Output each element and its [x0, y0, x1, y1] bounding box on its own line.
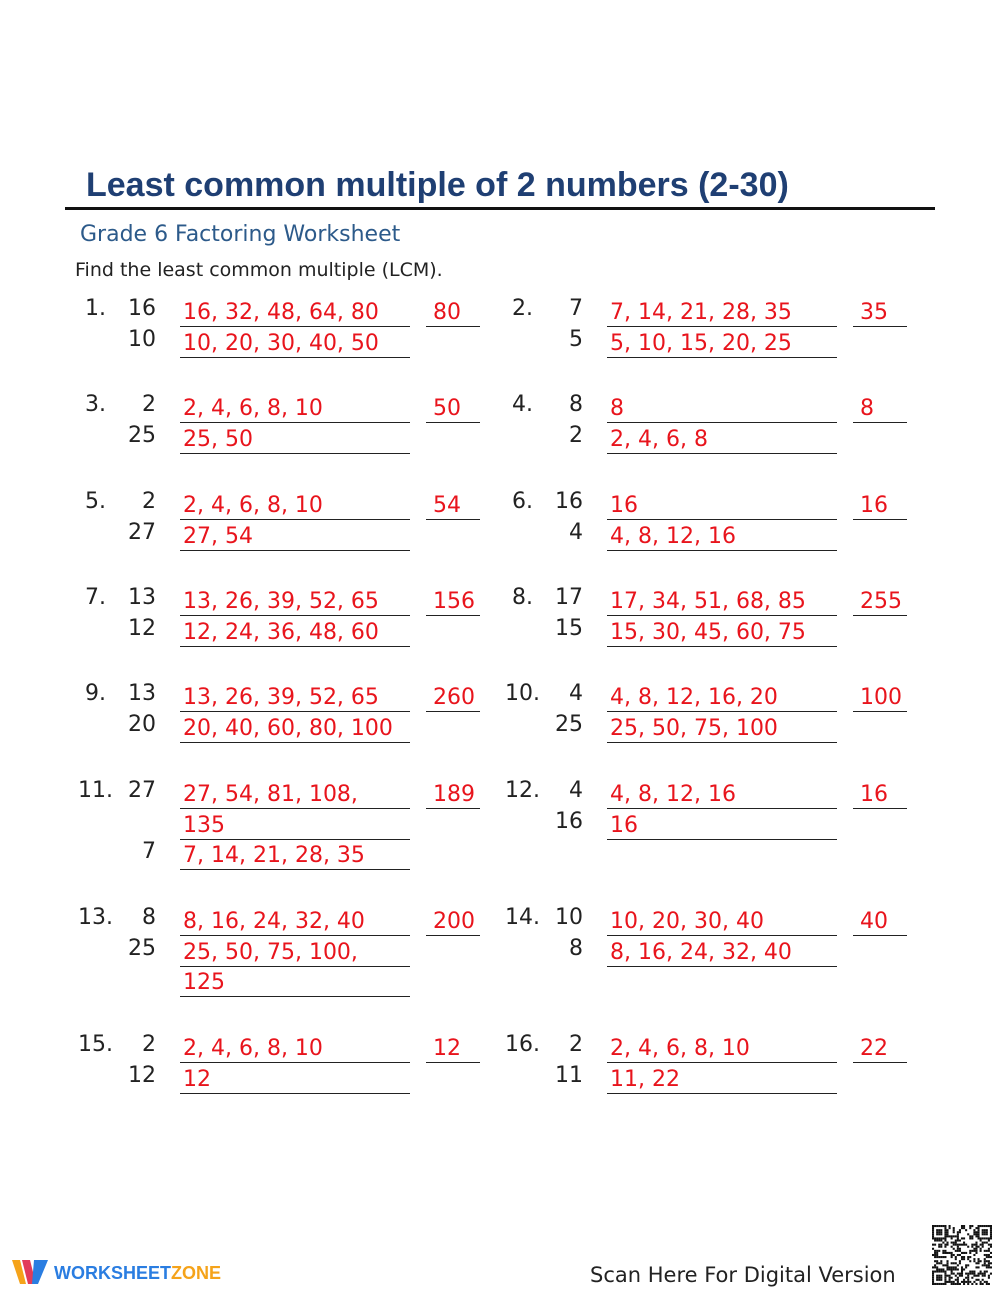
first-number: 17 [555, 585, 583, 610]
answer-text: 189 [433, 782, 475, 807]
answer-field[interactable] [853, 905, 907, 936]
multiples-line[interactable] [180, 520, 410, 551]
multiples-line[interactable] [180, 905, 410, 936]
multiples-text: 8, 16, 24, 32, 40 [610, 939, 792, 965]
problem-number: 15. [78, 1032, 113, 1057]
problem-number: 14. [505, 905, 540, 930]
multiples-line[interactable] [180, 1032, 410, 1063]
instructions: Find the least common multiple (LCM). [75, 259, 443, 281]
multiples-line[interactable] [180, 681, 410, 712]
multiples-text: 27, 54, 81, 108, [183, 782, 358, 807]
multiples-text: 2, 4, 6, 8 [610, 426, 708, 452]
first-number: 2 [142, 489, 156, 514]
multiples-text: 20, 40, 60, 80, 100 [183, 715, 393, 741]
worksheet-subtitle: Grade 6 Factoring Worksheet [80, 222, 401, 247]
answer-text: 8 [860, 396, 874, 421]
answer-field[interactable] [426, 681, 480, 712]
worksheetzone-logo-icon [10, 1256, 50, 1290]
second-number: 10 [128, 326, 156, 352]
first-number: 8 [569, 392, 583, 417]
problem-10 [505, 681, 945, 791]
answer-text: 156 [433, 589, 475, 614]
answer-field[interactable] [426, 778, 480, 809]
first-number: 2 [569, 1032, 583, 1057]
problem-9 [78, 681, 518, 791]
multiples-line[interactable] [607, 681, 837, 712]
qr-code-icon[interactable] [932, 1225, 992, 1285]
multiples-line[interactable] [607, 423, 837, 454]
multiples-line[interactable] [607, 327, 837, 358]
second-number: 5 [569, 326, 583, 352]
answer-field[interactable] [853, 489, 907, 520]
multiples-text: 135 [183, 812, 225, 838]
answer-text: 100 [860, 685, 902, 710]
multiples-line[interactable] [180, 712, 410, 743]
second-number: 12 [128, 1062, 156, 1088]
multiples-text: 13, 26, 39, 52, 65 [183, 685, 379, 710]
multiples-text: 8 [610, 396, 624, 421]
first-number: 2 [142, 392, 156, 417]
second-number: 20 [128, 711, 156, 737]
problem-8 [505, 585, 945, 695]
multiples-line[interactable] [607, 1032, 837, 1063]
brand-logo[interactable] [10, 1256, 221, 1290]
first-number: 10 [555, 905, 583, 930]
problem-15 [78, 1032, 518, 1142]
multiples-line[interactable] [607, 616, 837, 647]
answer-field[interactable] [853, 1032, 907, 1063]
page-title: Least common multiple of 2 numbers (2-30) [86, 166, 789, 204]
second-number: 12 [128, 615, 156, 641]
problem-16 [505, 1032, 945, 1142]
problem-11 [78, 778, 518, 888]
multiples-text: 25, 50, 75, 100, [183, 939, 358, 965]
multiples-line[interactable] [607, 520, 837, 551]
second-number: 15 [555, 615, 583, 641]
multiples-line[interactable] [180, 809, 410, 840]
multiples-line[interactable] [180, 423, 410, 454]
second-number: 4 [569, 519, 583, 545]
first-number: 4 [569, 778, 583, 803]
multiples-line[interactable] [607, 712, 837, 743]
second-number: 16 [555, 808, 583, 834]
answer-text: 260 [433, 685, 475, 710]
multiples-text: 7, 14, 21, 28, 35 [183, 843, 365, 868]
multiples-text: 25, 50 [183, 426, 253, 452]
multiples-text: 4, 8, 12, 16, 20 [610, 685, 778, 710]
problem-number: 1. [85, 296, 106, 321]
answer-field[interactable] [853, 392, 907, 423]
problem-7 [78, 585, 518, 695]
multiples-line[interactable] [180, 296, 410, 327]
problem-2 [505, 296, 945, 406]
first-number: 7 [569, 296, 583, 321]
multiples-line[interactable] [607, 936, 837, 967]
multiples-text: 125 [183, 970, 225, 995]
multiples-text: 12 [183, 1066, 211, 1092]
answer-field[interactable] [853, 296, 907, 327]
problem-14 [505, 905, 945, 1015]
multiples-line[interactable] [180, 778, 410, 809]
answer-text: 255 [860, 589, 902, 614]
multiples-text: 13, 26, 39, 52, 65 [183, 589, 379, 614]
multiples-text: 16, 32, 48, 64, 80 [183, 300, 379, 325]
first-number: 2 [142, 1032, 156, 1057]
first-number: 13 [128, 681, 156, 706]
first-number: 13 [128, 585, 156, 610]
multiples-text: 12, 24, 36, 48, 60 [183, 619, 379, 645]
multiples-line[interactable] [180, 585, 410, 616]
answer-text: 12 [433, 1036, 461, 1061]
multiples-text: 2, 4, 6, 8, 10 [183, 493, 323, 518]
multiples-line[interactable] [607, 905, 837, 936]
answer-text: 50 [433, 396, 461, 421]
answer-text: 80 [433, 300, 461, 325]
multiples-text: 7, 14, 21, 28, 35 [610, 300, 792, 325]
second-number: 8 [569, 935, 583, 961]
multiples-text: 5, 10, 15, 20, 25 [610, 330, 792, 356]
problem-number: 7. [85, 585, 106, 610]
multiples-line[interactable] [180, 327, 410, 358]
multiples-text: 15, 30, 45, 60, 75 [610, 619, 806, 645]
answer-text: 22 [860, 1036, 888, 1061]
multiples-line[interactable] [180, 616, 410, 647]
answer-text: 40 [860, 909, 888, 934]
multiples-text: 4, 8, 12, 16 [610, 782, 736, 807]
answer-text: 35 [860, 300, 888, 325]
multiples-text: 11, 22 [610, 1066, 680, 1092]
multiples-line[interactable] [607, 778, 837, 809]
answer-field[interactable] [426, 489, 480, 520]
answer-field[interactable] [853, 778, 907, 809]
second-number: 7 [142, 839, 156, 864]
problem-number: 6. [512, 489, 533, 514]
multiples-line[interactable] [607, 392, 837, 423]
multiples-line[interactable] [607, 489, 837, 520]
answer-text: 200 [433, 909, 475, 934]
multiples-text: 17, 34, 51, 68, 85 [610, 589, 806, 614]
multiples-text: 2, 4, 6, 8, 10 [183, 396, 323, 421]
problem-number: 12. [505, 778, 540, 803]
problem-4 [505, 392, 945, 502]
problem-number: 10. [505, 681, 540, 706]
multiples-line[interactable] [607, 809, 837, 840]
answer-field[interactable] [426, 585, 480, 616]
second-number: 25 [555, 711, 583, 737]
multiples-line[interactable] [180, 966, 410, 997]
answer-field[interactable] [426, 905, 480, 936]
answer-text: 16 [860, 493, 888, 518]
problem-12 [505, 778, 945, 888]
brand-name [54, 1263, 221, 1284]
problem-number: 2. [512, 296, 533, 321]
first-number: 16 [555, 489, 583, 514]
answer-text: 54 [433, 493, 461, 518]
problem-1 [78, 296, 518, 406]
second-number: 27 [128, 519, 156, 545]
second-number: 25 [128, 935, 156, 961]
first-number: 16 [128, 296, 156, 321]
multiples-line[interactable] [180, 489, 410, 520]
problem-3 [78, 392, 518, 502]
multiples-text: 25, 50, 75, 100 [610, 715, 778, 741]
problem-6 [505, 489, 945, 599]
problem-number: 4. [512, 392, 533, 417]
multiples-line[interactable] [180, 1063, 410, 1094]
problem-number: 5. [85, 489, 106, 514]
multiples-text: 16 [610, 493, 638, 518]
multiples-line[interactable] [607, 1063, 837, 1094]
multiples-text: 4, 8, 12, 16 [610, 523, 736, 549]
multiples-line[interactable] [607, 585, 837, 616]
problem-13 [78, 905, 518, 1015]
second-number: 11 [555, 1062, 583, 1088]
multiples-line[interactable] [607, 296, 837, 327]
answer-text: 16 [860, 782, 888, 807]
answer-field[interactable] [853, 585, 907, 616]
first-number: 8 [142, 905, 156, 930]
problem-number: 9. [85, 681, 106, 706]
multiples-line[interactable] [180, 936, 410, 967]
problem-number: 11. [78, 778, 113, 803]
problem-number: 8. [512, 585, 533, 610]
second-number: 2 [569, 422, 583, 448]
brand-name-part2: ZONE [171, 1262, 222, 1283]
multiples-text: 16 [610, 812, 638, 838]
multiples-text: 10, 20, 30, 40, 50 [183, 330, 379, 356]
answer-field[interactable] [426, 392, 480, 423]
second-number: 25 [128, 422, 156, 448]
first-number: 27 [128, 778, 156, 803]
scan-caption: Scan Here For Digital Version [590, 1263, 896, 1287]
answer-field[interactable] [426, 296, 480, 327]
multiples-line[interactable] [180, 839, 410, 870]
first-number: 4 [569, 681, 583, 706]
multiples-text: 2, 4, 6, 8, 10 [183, 1036, 323, 1061]
multiples-text: 8, 16, 24, 32, 40 [183, 909, 365, 934]
problem-5 [78, 489, 518, 599]
problem-number: 3. [85, 392, 106, 417]
brand-name-part1: WORKSHEET [54, 1262, 171, 1283]
problem-number: 16. [505, 1032, 540, 1057]
answer-field[interactable] [853, 681, 907, 712]
problem-number: 13. [78, 905, 113, 930]
multiples-text: 10, 20, 30, 40 [610, 909, 764, 934]
answer-field[interactable] [426, 1032, 480, 1063]
multiples-text: 2, 4, 6, 8, 10 [610, 1036, 750, 1061]
multiples-text: 27, 54 [183, 523, 253, 549]
multiples-line[interactable] [180, 392, 410, 423]
